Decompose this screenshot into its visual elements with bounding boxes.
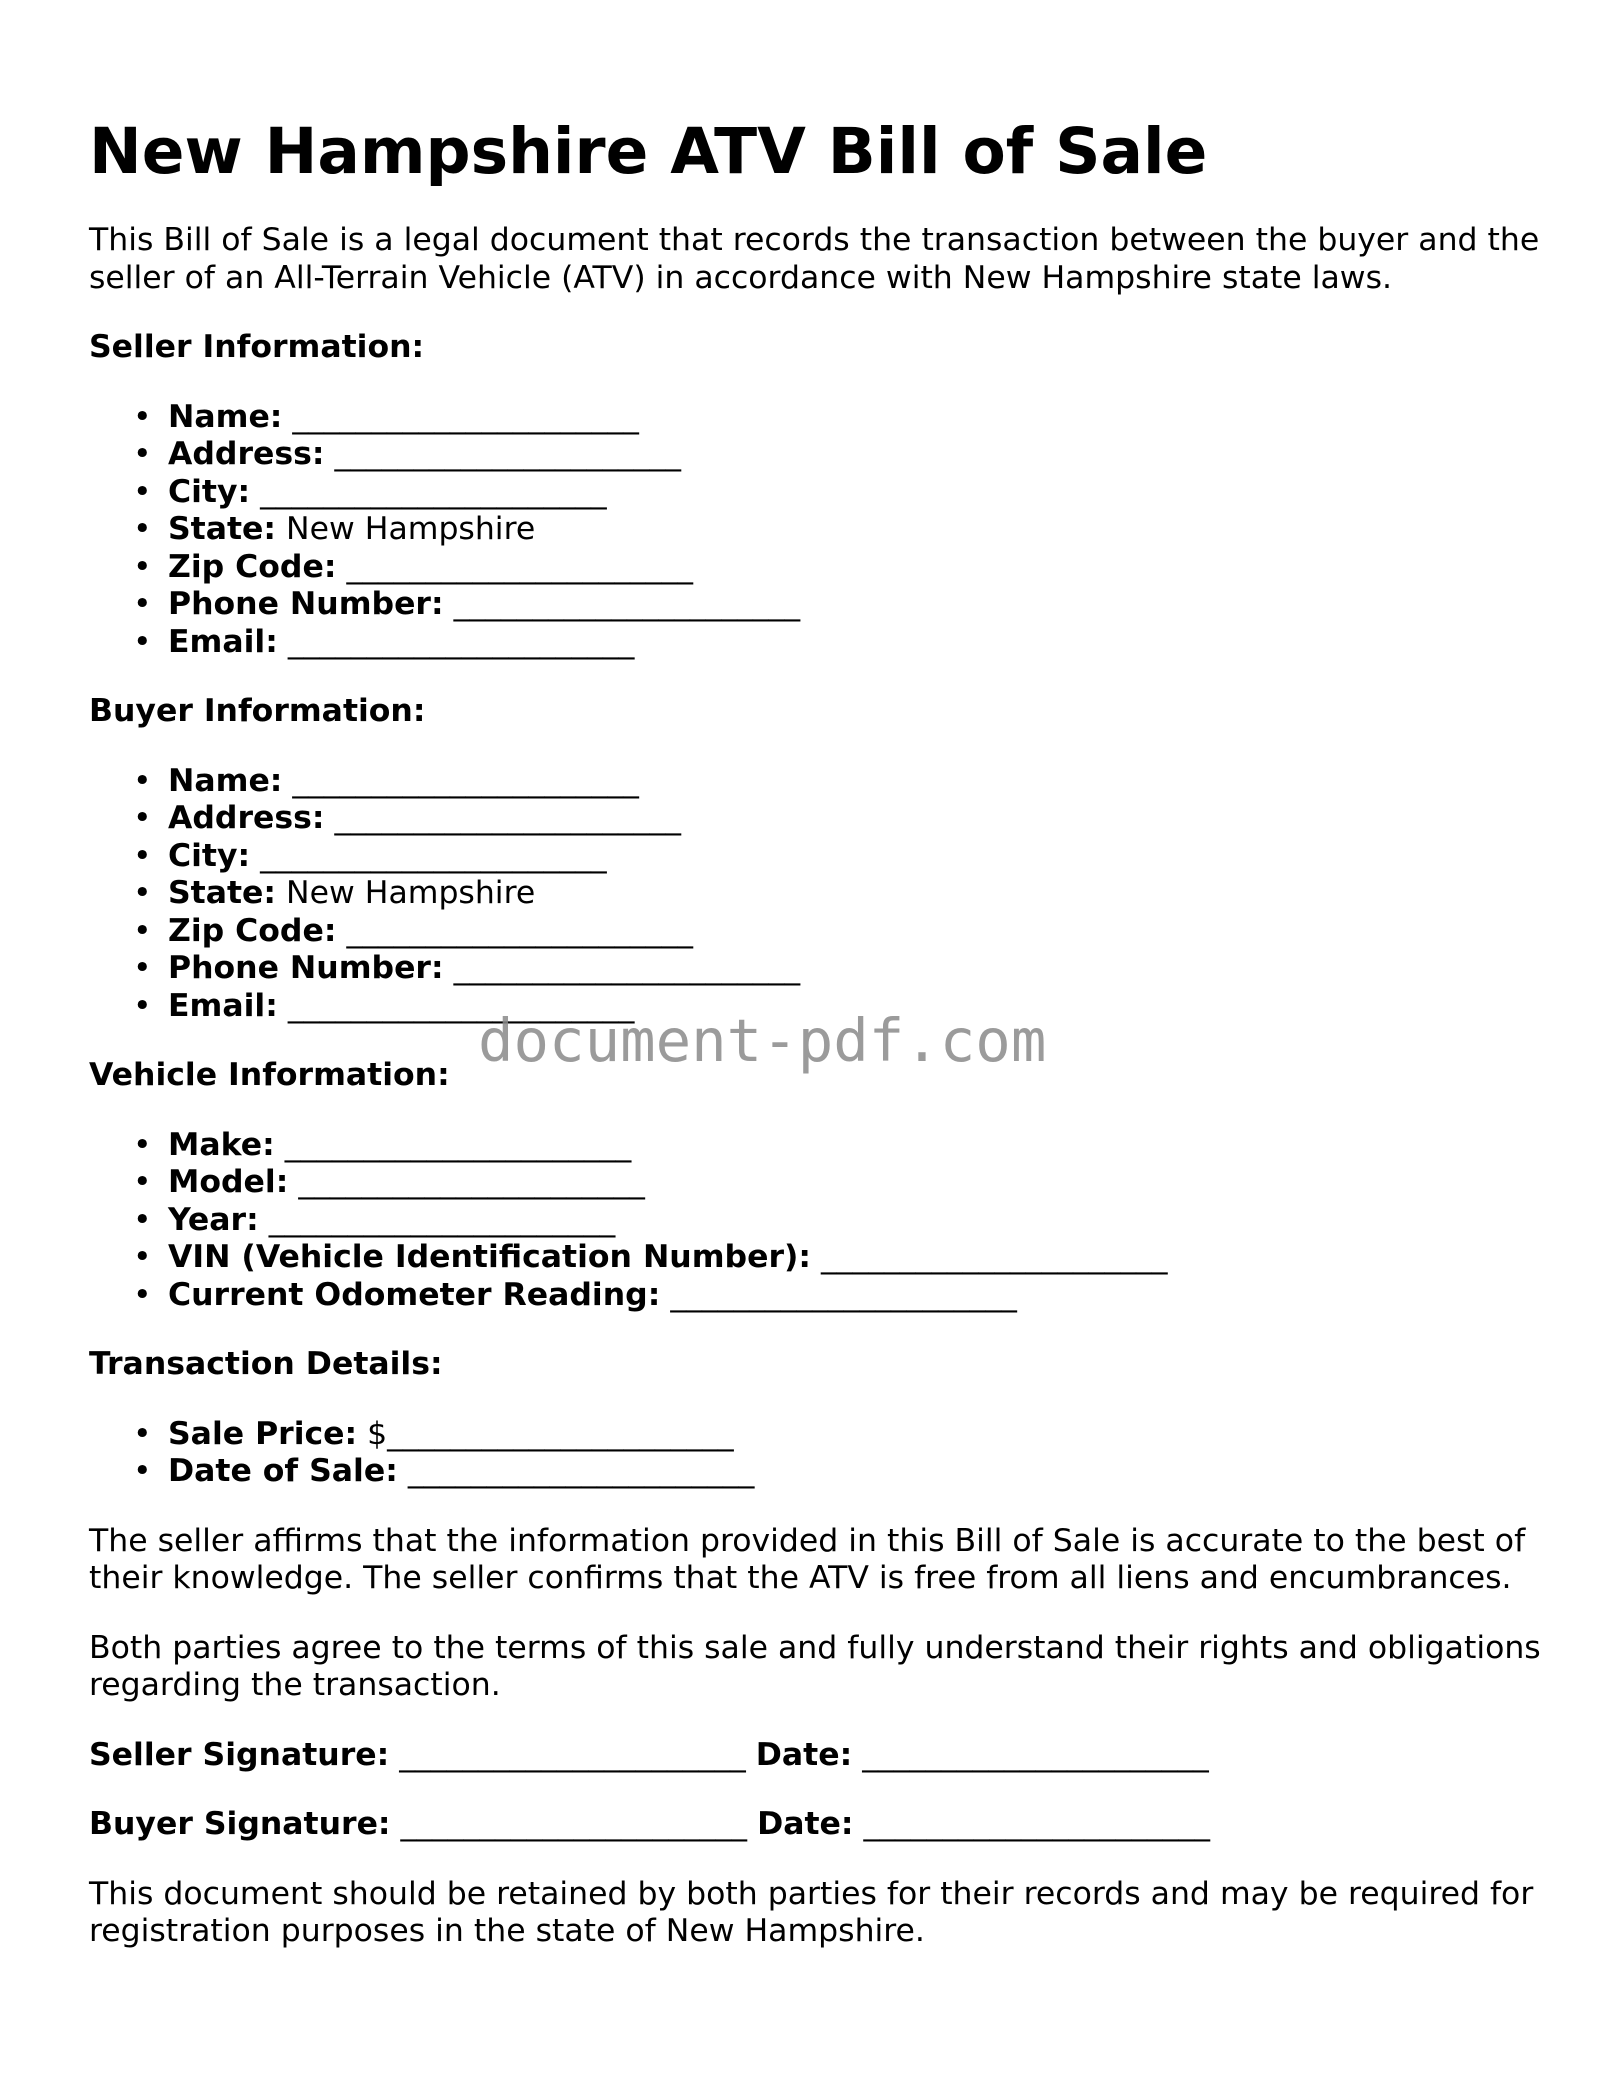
seller-date-label: Date:	[755, 1736, 853, 1773]
vehicle-heading: Vehicle Information:	[89, 1057, 450, 1093]
bullet-icon: •	[133, 398, 152, 435]
seller-state-field	[89, 511, 1549, 549]
buyer-date-label: Date:	[757, 1806, 854, 1842]
vehicle-year-field	[89, 1202, 1549, 1240]
seller-phone-field	[89, 586, 1549, 624]
seller-address-field	[89, 436, 1549, 474]
seller-fields-list	[89, 399, 1549, 662]
field-label: City:	[168, 473, 251, 510]
buyer-date-blank: ______________________	[863, 1806, 1211, 1842]
buyer-signature-blank: ______________________	[400, 1806, 748, 1842]
field-value: ______________________	[292, 762, 639, 799]
bullet-icon: •	[133, 950, 152, 986]
agreement-paragraph: Both parties agree to the terms of this sale and fully understand their rights and obligations regarding the transaction.	[89, 1629, 1541, 1703]
bullet-icon: •	[133, 586, 152, 622]
bullet-icon: •	[133, 548, 152, 585]
vehicle-fields-list	[89, 1127, 1549, 1315]
date-of-sale-field	[89, 1453, 1549, 1491]
field-label: Make:	[168, 1126, 275, 1163]
field-value: ______________________	[284, 1126, 632, 1163]
vehicle-make-field	[89, 1127, 1549, 1165]
watermark-text: document-pdf.com	[478, 1006, 1047, 1075]
buyer-state-field	[89, 875, 1549, 913]
field-value: New Hampshire	[286, 511, 536, 547]
seller-signature-label: Seller Signature:	[89, 1736, 390, 1773]
field-value: ______________________	[260, 473, 607, 510]
retention-paragraph: This document should be retained by both parties for their records and may be required for registration purposes in the state of New Hampshire.	[89, 1875, 1534, 1949]
document-page	[89, 108, 1549, 1983]
bullet-icon: •	[133, 875, 152, 911]
field-value: ______________________	[298, 1164, 645, 1200]
buyer-signature-label: Buyer Signature:	[89, 1806, 391, 1842]
field-label: Date of Sale:	[168, 1453, 398, 1489]
affirmation-paragraph: The seller affirms that the information provided in this Bill of Sale is accurate to the best of their knowledge. The seller confirms that the ATV is free from all liens and encumbrances.	[89, 1522, 1526, 1596]
buyer-heading: Buyer Information:	[89, 693, 426, 729]
vehicle-model-field	[89, 1164, 1549, 1202]
bullet-icon: •	[133, 511, 152, 547]
transaction-fields-list	[89, 1416, 1549, 1491]
seller-signature-blank: ______________________	[399, 1736, 746, 1773]
field-value: ______________________	[821, 1239, 1168, 1275]
field-label: Address:	[168, 436, 325, 472]
bullet-icon: •	[133, 1415, 152, 1452]
bullet-icon: •	[133, 623, 152, 660]
field-label: Phone Number:	[168, 950, 444, 986]
buyer-email-field	[89, 988, 1549, 1026]
seller-city-field	[89, 474, 1549, 512]
field-label: City:	[168, 837, 251, 874]
field-label: Year:	[168, 1201, 259, 1238]
field-label: Model:	[168, 1164, 289, 1200]
field-label: Zip Code:	[168, 548, 337, 585]
bullet-icon: •	[133, 800, 152, 836]
field-value: ______________________	[268, 1201, 616, 1238]
bullet-icon: •	[133, 1453, 152, 1489]
field-value: ______________________	[407, 1453, 755, 1489]
field-value: ______________________	[292, 398, 639, 435]
field-value: ______________________	[453, 586, 801, 622]
field-label: Zip Code:	[168, 912, 337, 949]
field-label: Sale Price:	[168, 1415, 358, 1452]
field-value: $______________________	[367, 1415, 734, 1452]
buyer-zip-field	[89, 913, 1549, 951]
bullet-icon: •	[133, 987, 152, 1024]
field-label: State:	[168, 875, 277, 911]
field-label: Name:	[168, 762, 283, 799]
bullet-icon: •	[133, 1126, 152, 1163]
field-label: Email:	[168, 623, 278, 660]
field-label: Address:	[168, 800, 325, 836]
field-value: New Hampshire	[286, 875, 536, 911]
buyer-phone-field	[89, 950, 1549, 988]
bullet-icon: •	[133, 837, 152, 874]
bullet-icon: •	[133, 1276, 152, 1313]
buyer-city-field	[89, 838, 1549, 876]
document-title: New Hampshire ATV Bill of Sale	[89, 115, 1208, 188]
bullet-icon: •	[133, 1201, 152, 1238]
buyer-name-field	[89, 763, 1549, 801]
field-value: ______________________	[346, 912, 693, 949]
field-value: ______________________	[346, 548, 693, 585]
sale-price-field	[89, 1416, 1549, 1454]
bullet-icon: •	[133, 1164, 152, 1200]
bullet-icon: •	[133, 436, 152, 472]
seller-name-field	[89, 399, 1549, 437]
field-label: State:	[168, 511, 277, 547]
seller-signature-line	[89, 1737, 1549, 1775]
bullet-icon: •	[133, 762, 152, 799]
field-label: Email:	[168, 987, 278, 1024]
field-value: ______________________	[453, 950, 801, 986]
buyer-signature-line	[89, 1806, 1549, 1844]
intro-paragraph: This Bill of Sale is a legal document that records the transaction between the buyer and the seller of an All-Terrain Vehicle (ATV) in accordance with New Hampshire state laws.	[89, 222, 1540, 296]
seller-email-field	[89, 624, 1549, 662]
buyer-address-field	[89, 800, 1549, 838]
seller-zip-field	[89, 549, 1549, 587]
field-value: ______________________	[287, 987, 635, 1024]
field-label: Name:	[168, 398, 283, 435]
transaction-heading: Transaction Details:	[89, 1346, 443, 1382]
field-value: ______________________	[334, 436, 681, 472]
seller-heading: Seller Information:	[89, 329, 425, 365]
field-label: VIN (Vehicle Identification Number):	[168, 1239, 811, 1275]
field-value: ______________________	[670, 1276, 1017, 1313]
seller-date-blank: ______________________	[862, 1736, 1209, 1773]
bullet-icon: •	[133, 1239, 152, 1275]
field-value: ______________________	[287, 623, 635, 660]
bullet-icon: •	[133, 912, 152, 949]
field-label: Current Odometer Reading:	[168, 1276, 661, 1313]
buyer-fields-list	[89, 763, 1549, 1026]
field-label: Phone Number:	[168, 586, 444, 622]
vehicle-vin-field	[89, 1239, 1549, 1277]
bullet-icon: •	[133, 473, 152, 510]
vehicle-odometer-field	[89, 1277, 1549, 1315]
field-value: ______________________	[334, 800, 681, 836]
field-value: ______________________	[260, 837, 607, 874]
